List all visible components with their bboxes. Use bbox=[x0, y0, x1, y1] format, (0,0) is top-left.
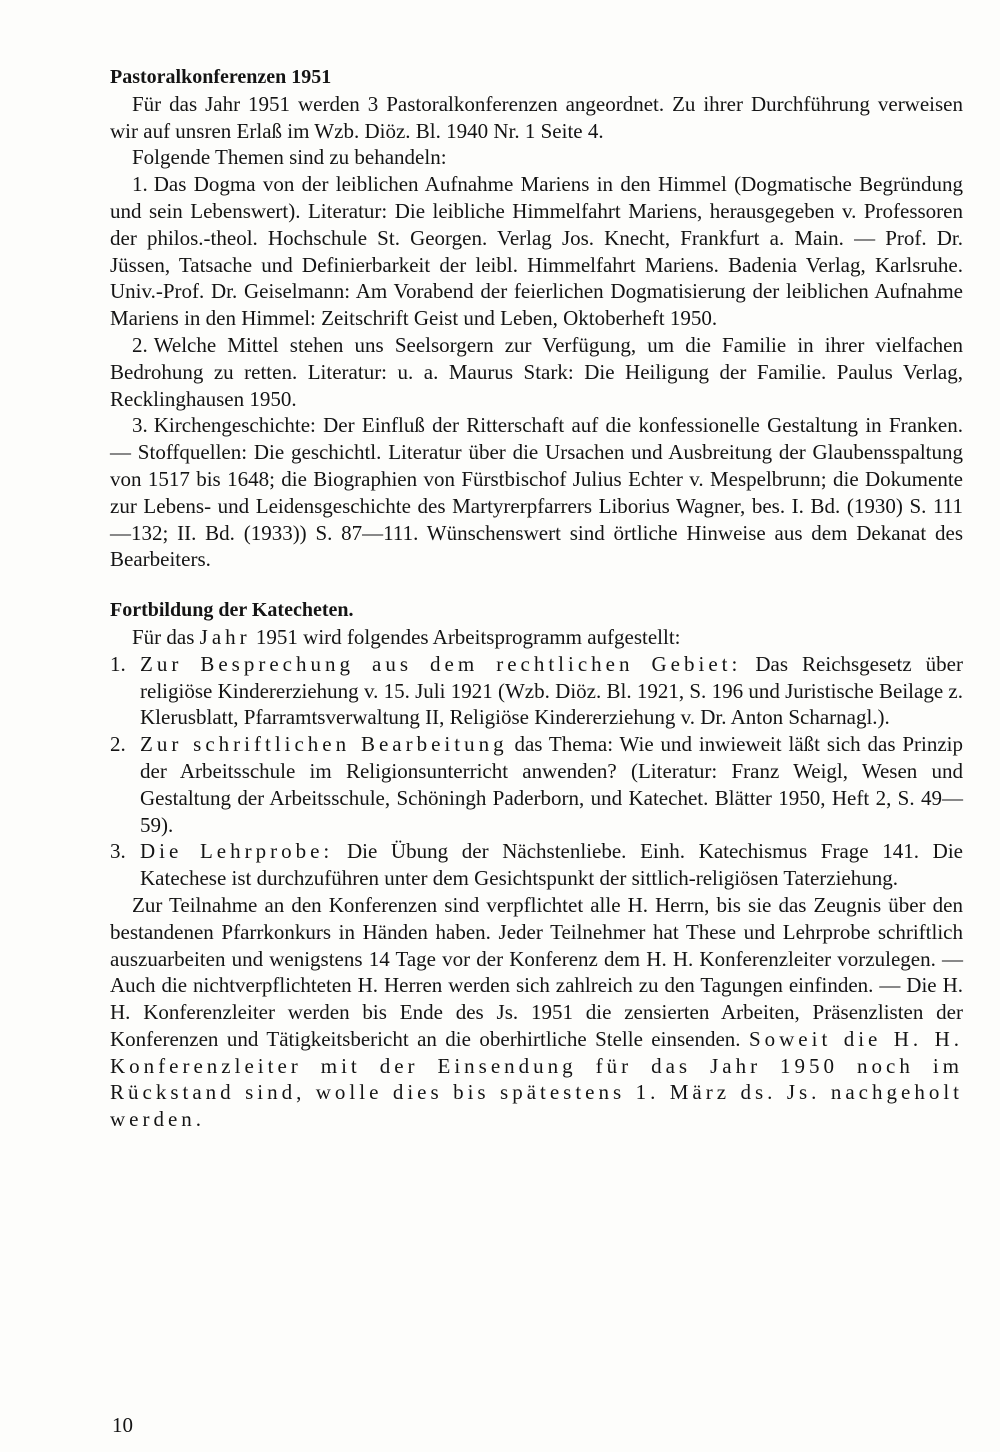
program-item-text: Das Reichsgesetz über religiöse Kindererziehung v. 15. Juli 1921 (Wzb. Diöz. Bl. 1921, S. 196 und Juristische Beilage z. Klerusblatt, Pfarramtsverwaltung II, Religiöse Kindererziehung v. Dr. Anton Scharnagl.). bbox=[140, 651, 963, 730]
theme-item-1 bbox=[110, 171, 963, 332]
page-content bbox=[110, 64, 963, 1133]
program-item-spaced: Die Lehrprobe: bbox=[140, 839, 334, 864]
program-item-number: 2. bbox=[110, 732, 126, 757]
theme-item-number: 2. bbox=[132, 332, 148, 357]
section1-themes-intro: Folgende Themen sind zu behandeln: bbox=[132, 145, 447, 170]
theme-item-3 bbox=[110, 412, 963, 573]
program-item-number: 3. bbox=[110, 839, 126, 864]
page-number: 10 bbox=[112, 1413, 133, 1437]
section2-intro-before: Für das bbox=[132, 624, 195, 649]
program-item-3 bbox=[110, 838, 963, 892]
section2-intro bbox=[110, 624, 963, 651]
theme-item-number: 1. bbox=[132, 172, 148, 197]
section2-intro-spaced: Jahr bbox=[199, 624, 251, 649]
program-item-body bbox=[140, 838, 963, 892]
program-item-1 bbox=[110, 651, 963, 731]
section1-intro: Für das Jahr 1951 werden 3 Pastoralkonferenzen angeordnet. Zu ihrer Durchführung verweisen wir auf unsren Erlaß im Wzb. Diöz. Bl. 1940 Nr. 1 Seite 4. bbox=[110, 91, 963, 143]
theme-item-number: 3. bbox=[132, 413, 148, 438]
closing-spaced-text: Soweit die H. H. Konferenzleiter mit der Einsendung für das Jahr 1950 noch im Rückstand sind, wolle dies bis spätestens 1. März ds. Js. nachgeholt werden. bbox=[110, 1026, 964, 1132]
theme-item-text: Kirchengeschichte: Der Einfluß der Ritterschaft auf die konfessionelle Gestaltung in Franken. — Stoffquellen: Die geschichtl. Literatur über die Ursachen und Ausbreitung der Glaubensspaltung von 1517 bis 1648; die Biographien von Fürstbischof Julius Echter v. Mespelbrunn; die Dokumente zur Lebens- und Leidensgeschichte des Martyrerpfarrers Liborius Wagner, bes. I. Bd. (1930) S. 111—132; II. Bd. (1933)) S. 87—111. Wünschenswert sind örtliche Hinweise aus dem Dekanat des Bearbeiters. bbox=[110, 413, 963, 572]
theme-item-2 bbox=[110, 332, 963, 412]
program-item-2 bbox=[110, 731, 963, 838]
program-item-body bbox=[140, 651, 963, 731]
program-item-body bbox=[140, 731, 963, 838]
section-heading-pastoralkonferenzen: Pastoralkonferenzen 1951 bbox=[110, 66, 332, 88]
theme-item-text: Das Dogma von der leiblichen Aufnahme Mariens in den Himmel (Dogmatische Begründung und sein Lebenswert). Literatur: Die leibliche Himmelfahrt Mariens, herausgegeben v. Professoren der philos.-theol. Hochschule St. Georgen. Verlag Jos. Knecht, Frankfurt a. Main. — Prof. Dr. Jüssen, Tatsache und Definierbarkeit der leibl. Himmelfahrt Mariens. Badenia Verlag, Karlsruhe. Univ.-Prof. Dr. Geiselmann: Am Vorabend der feierlichen Dogmatisierung der leiblichen Aufnahme Mariens in den Himmel: Zeitschrift Geist und Leben, Oktoberheft 1950. bbox=[110, 172, 963, 331]
theme-item-text: Welche Mittel stehen uns Seelsorgern zur Verfügung, um die Familie in ihrer vielfachen Bedrohung zu retten. Literatur: u. a. Maurus Stark: Die Heiligung der Familie. Paulus Verlag, Recklinghausen 1950. bbox=[110, 332, 963, 411]
section2-intro-after: 1951 wird folgendes Arbeitsprogramm aufgestellt: bbox=[255, 624, 681, 649]
closing-text: Zur Teilnahme an den Konferenzen sind verpflichtet alle H. Herrn, bis sie das Zeugnis über den bestandenen Pfarrkonkurs in Händen haben. Jeder Teilnehmer hat These und Lehrprobe schriftlich auszuarbeiten und wenigstens 14 Tage vor der Konferenz dem H. H. Konferenzleiter vorzulegen. — Auch die nichtverpflichteten H. Herren werden sich zahlreich zu den Tagungen einfinden. — Die H. H. Konferenzleiter werden bis Ende des Js. 1951 die zensierten Arbeiten, Präsenzlisten der Konferenzen und Tätigkeitsbericht an die oberhirtliche Stelle einsenden. bbox=[110, 892, 963, 1051]
program-item-text: Die Übung der Nächstenliebe. Einh. Katechismus Frage 141. Die Katechese ist durchzuführen unter dem Gesichtspunkt der sittlich-religiösen Taterziehung. bbox=[140, 839, 963, 891]
section2-closing bbox=[110, 892, 963, 1133]
program-item-spaced: Zur Besprechung aus dem rechtlichen Gebiet: bbox=[140, 651, 742, 676]
program-item-spaced: Zur schriftlichen Bearbeitung bbox=[140, 732, 508, 757]
section-heading-fortbildung: Fortbildung der Katecheten. bbox=[110, 599, 354, 622]
program-item-text: das Thema: Wie und inwieweit läßt sich das Prinzip der Arbeitsschule im Religionsunterricht anwenden? (Literatur: Franz Weigl, Wesen und Gestaltung der Arbeitsschule, Schöningh Paderborn, und Katechet. Blätter 1950, Heft 2, S. 49—59). bbox=[140, 732, 963, 837]
program-item-number: 1. bbox=[110, 651, 126, 676]
